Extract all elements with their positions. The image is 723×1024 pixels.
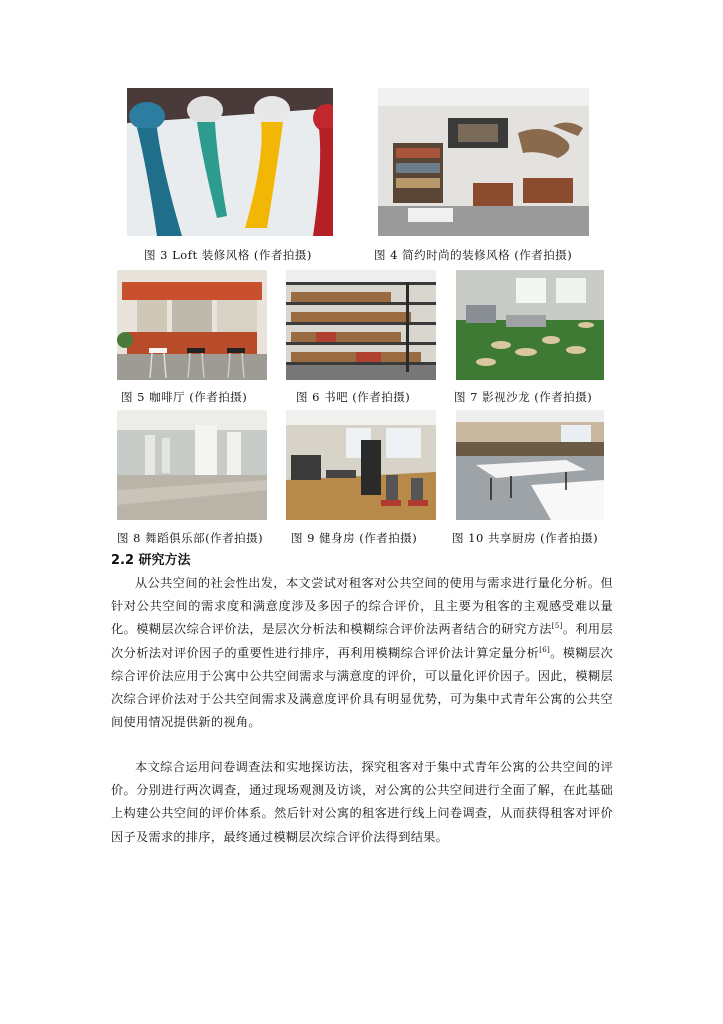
figure-5-caption: 图 5 咖啡厅 (作者拍摄) (121, 390, 248, 404)
citation-5: [5] (551, 622, 563, 631)
paragraph-1-text-b: 。利用层次分析法对评价因子的重要性进行排序，再利用模糊综合评价法计算定量分析 (111, 622, 614, 660)
paragraph-1-text-c: 。模糊层次综合评价法应用于公寓中公共空间需求与满意度的评价，可以量化评价因子。因此，模糊层次综合评价法对于公共空间需求及满意度评价具有明显优势，可为集中式青年公寓的公共空间使用情况提供新的视角。 (111, 645, 614, 730)
body-paragraph-1 (111, 572, 613, 734)
figure-9-caption: 图 9 健身房 (作者拍摄) (291, 531, 418, 545)
figure-6-photo (286, 270, 436, 380)
figure-10-caption: 图 10 共享厨房 (作者拍摄) (452, 531, 599, 545)
figure-4-photo (378, 88, 589, 236)
figure-7-caption: 图 7 影视沙龙 (作者拍摄) (454, 390, 593, 404)
figure-6-caption: 图 6 书吧 (作者拍摄) (296, 390, 411, 404)
figure-3-caption: 图 3 Loft 装修风格 (作者拍摄) (144, 248, 312, 262)
paragraph-1-text-a: 从公共空间的社会性出发，本文尝试对租客对公共空间的使用与需求进行量化分析。但针对公共空间的需求度和满意度涉及多因子的综合评价，且主要为租客的主观感受难以量化。模糊层次综合评价法，是层次分析法和模糊综合评价法两者结合的研究方法 (111, 576, 613, 637)
citation-6: [6] (539, 645, 551, 654)
figure-10-photo (456, 410, 604, 520)
figure-3-photo (127, 88, 333, 236)
figure-4-caption: 图 4 简约时尚的装修风格 (作者拍摄) (374, 248, 573, 262)
figure-9-photo (286, 410, 436, 520)
paragraph-2-text: 本文综合运用问卷调查法和实地探访法，探究租客对于集中式青年公寓的公共空间的评价。分别进行两次调查，通过现场观测及访谈，对公寓的公共空间进行全面了解，在此基础上构建公共空间的评价体系。然后针对公寓的租客进行线上问卷调查，从而获得租客对评价因子及需求的排序，最终通过模糊层次综合评价法得到结果。 (111, 760, 613, 844)
body-paragraph-2 (111, 756, 613, 849)
figure-7-photo (456, 270, 604, 380)
figure-8-caption: 图 8 舞蹈俱乐部(作者拍摄) (117, 531, 264, 545)
figure-5-photo (117, 270, 267, 380)
figure-8-photo (117, 410, 267, 520)
section-heading: 2.2 研究方法 (111, 553, 191, 568)
